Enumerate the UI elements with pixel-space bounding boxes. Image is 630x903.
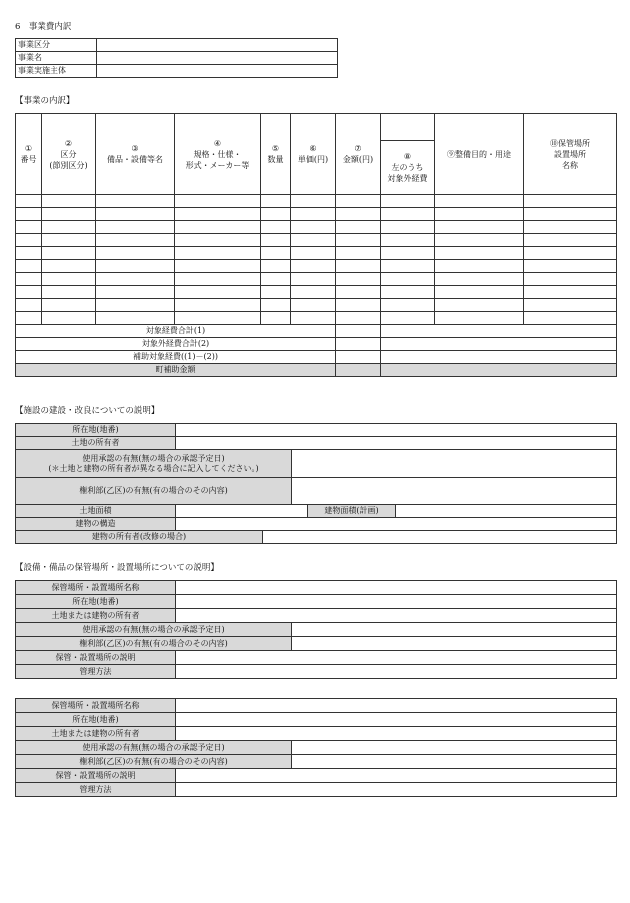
storage2-approval-field[interactable] (292, 741, 617, 755)
business-name-field[interactable] (97, 52, 338, 65)
summary-excluded-total-label: 対象外経費合計(2) (16, 338, 336, 351)
facility-usage-approval-field[interactable] (292, 450, 617, 478)
item-cell[interactable] (261, 195, 291, 208)
header-excluded: ⑧ 左のうち 対象外経費 (381, 141, 435, 195)
item-cell[interactable] (336, 260, 381, 273)
breakdown-title: 【事業の内訳】 (15, 96, 75, 106)
summary-excluded-total-blank (381, 338, 617, 351)
item-cell[interactable] (42, 286, 96, 299)
item-cell[interactable] (381, 286, 435, 299)
storage-table-2 (15, 698, 617, 797)
item-cell[interactable] (16, 234, 42, 247)
storage2-explanation-label: 保管・設置場所の説明 (16, 769, 176, 783)
storage-table-1 (15, 580, 617, 679)
summary-subsidy-target-blank (381, 351, 617, 364)
item-cell[interactable] (16, 260, 42, 273)
facility-land-owner-field[interactable] (176, 437, 617, 450)
storage2-approval-label: 使用承認の有無(無の場合の承認予定日) (16, 741, 292, 755)
item-cell[interactable] (175, 260, 261, 273)
item-cell[interactable] (16, 312, 42, 325)
item-cell[interactable] (96, 195, 175, 208)
item-cell[interactable] (96, 221, 175, 234)
summary-town-subsidy-value[interactable] (336, 364, 381, 377)
summary-subsidy-target-value[interactable] (336, 351, 381, 364)
storage-owner-label: 土地または建物の所有者 (16, 609, 176, 623)
storage-name-field[interactable] (176, 581, 617, 595)
facility-location-field[interactable] (176, 424, 617, 437)
item-cell[interactable] (96, 286, 175, 299)
item-cell[interactable] (96, 208, 175, 221)
item-cell[interactable] (524, 247, 617, 260)
item-cell[interactable] (524, 195, 617, 208)
item-cell[interactable] (291, 260, 336, 273)
storage2-name-field[interactable] (176, 699, 617, 713)
storage-name-label: 保管場所・設置場所名称 (16, 581, 176, 595)
item-cell[interactable] (381, 273, 435, 286)
item-row (16, 260, 617, 273)
item-cell[interactable] (291, 247, 336, 260)
storage-owner-field[interactable] (176, 609, 617, 623)
storage2-rights-field[interactable] (292, 755, 617, 769)
item-cell[interactable] (175, 234, 261, 247)
storage-title: 【設備・備品の保管場所・設置場所についての説明】 (15, 563, 219, 573)
item-cell[interactable] (291, 234, 336, 247)
summary-town-subsidy-blank (381, 364, 617, 377)
storage2-name-label: 保管場所・設置場所名称 (16, 699, 176, 713)
item-cell[interactable] (42, 260, 96, 273)
item-row (16, 208, 617, 221)
item-cell[interactable] (291, 221, 336, 234)
item-cell[interactable] (261, 312, 291, 325)
item-cell[interactable] (261, 299, 291, 312)
item-cell[interactable] (175, 195, 261, 208)
item-cell[interactable] (291, 286, 336, 299)
item-cell[interactable] (16, 221, 42, 234)
item-cell[interactable] (336, 312, 381, 325)
item-cell[interactable] (42, 299, 96, 312)
storage-explanation-field[interactable] (176, 651, 617, 665)
item-cell[interactable] (42, 208, 96, 221)
header-purpose: ⑨整備目的・用途 (435, 114, 524, 195)
item-cell[interactable] (381, 208, 435, 221)
item-cell[interactable] (42, 195, 96, 208)
header-category: ② 区分 (節別区分) (42, 114, 96, 195)
item-row (16, 286, 617, 299)
header-amount: ⑦ 金額(円) (336, 114, 381, 195)
building-structure-label: 建物の構造 (16, 518, 176, 531)
item-cell[interactable] (336, 234, 381, 247)
item-cell[interactable] (381, 234, 435, 247)
item-cell[interactable] (381, 312, 435, 325)
basic-info-table (15, 38, 338, 78)
storage2-owner-label: 土地または建物の所有者 (16, 727, 176, 741)
item-cell[interactable] (16, 286, 42, 299)
item-cell[interactable] (261, 247, 291, 260)
land-area-label: 土地面積 (16, 505, 176, 518)
facility-land-owner-label: 土地の所有者 (16, 437, 176, 450)
item-cell[interactable] (381, 247, 435, 260)
building-area-label: 建物面積(計画) (308, 505, 396, 518)
storage-rights-label: 権利部(乙区)の有無(有の場合のその内容) (16, 637, 292, 651)
facility-rights-field[interactable] (292, 478, 617, 505)
item-row (16, 299, 617, 312)
item-row (16, 247, 617, 260)
item-row (16, 312, 617, 325)
item-cell[interactable] (96, 247, 175, 260)
item-cell[interactable] (261, 221, 291, 234)
implementing-entity-field[interactable] (97, 65, 338, 78)
header-quantity: ⑤ 数量 (261, 114, 291, 195)
summary-town-subsidy-label: 町補助金額 (16, 364, 336, 377)
storage2-rights-label: 権利部(乙区)の有無(有の場合のその内容) (16, 755, 292, 769)
item-cell[interactable] (175, 286, 261, 299)
item-cell[interactable] (435, 195, 524, 208)
item-cell[interactable] (261, 234, 291, 247)
storage2-owner-field[interactable] (176, 727, 617, 741)
item-cell[interactable] (42, 312, 96, 325)
item-cell[interactable] (96, 260, 175, 273)
item-cell[interactable] (435, 299, 524, 312)
item-cell[interactable] (524, 299, 617, 312)
item-cell[interactable] (16, 208, 42, 221)
facility-rights-label: 権利部(乙区)の有無(有の場合のその内容) (16, 478, 292, 505)
header-spec: ④ 規格・仕様・ 形式・メーカー等 (175, 114, 261, 195)
item-row (16, 195, 617, 208)
header-storage-place: ⑩保管場所 設置場所 名称 (524, 114, 617, 195)
item-cell[interactable] (291, 312, 336, 325)
breakdown-table (15, 113, 617, 377)
item-cell[interactable] (381, 260, 435, 273)
item-cell[interactable] (381, 221, 435, 234)
land-area-field[interactable] (176, 505, 308, 518)
header-item-name: ③ 備品・設備等名 (96, 114, 175, 195)
item-cell[interactable] (291, 195, 336, 208)
item-cell[interactable] (336, 273, 381, 286)
item-cell[interactable] (175, 208, 261, 221)
business-category-field[interactable] (97, 39, 338, 52)
item-cell[interactable] (261, 273, 291, 286)
item-cell[interactable] (16, 247, 42, 260)
item-cell[interactable] (96, 299, 175, 312)
item-cell[interactable] (16, 195, 42, 208)
business-name-label: 事業名 (16, 52, 97, 65)
item-cell[interactable] (42, 273, 96, 286)
item-cell[interactable] (96, 312, 175, 325)
storage-location-label: 所在地(地番) (16, 595, 176, 609)
item-cell[interactable] (42, 234, 96, 247)
item-row (16, 234, 617, 247)
item-cell[interactable] (336, 299, 381, 312)
item-cell[interactable] (524, 208, 617, 221)
storage-rights-field[interactable] (292, 637, 617, 651)
item-cell[interactable] (524, 234, 617, 247)
section-heading: 6 事業費内訳 (15, 22, 72, 32)
item-cell[interactable] (175, 273, 261, 286)
item-cell[interactable] (435, 221, 524, 234)
facility-location-label: 所在地(地番) (16, 424, 176, 437)
item-cell[interactable] (261, 286, 291, 299)
item-cell[interactable] (175, 312, 261, 325)
item-cell[interactable] (435, 234, 524, 247)
item-cell[interactable] (435, 260, 524, 273)
storage2-location-field[interactable] (176, 713, 617, 727)
storage-approval-label: 使用承認の有無(無の場合の承認予定日) (16, 623, 292, 637)
item-cell[interactable] (42, 221, 96, 234)
summary-target-total-label: 対象経費合計(1) (16, 325, 336, 338)
header-excluded-top (381, 114, 435, 141)
storage-approval-field[interactable] (292, 623, 617, 637)
item-row (16, 221, 617, 234)
item-cell[interactable] (524, 260, 617, 273)
item-cell[interactable] (96, 234, 175, 247)
item-cell[interactable] (435, 208, 524, 221)
storage-management-label: 管理方法 (16, 665, 176, 679)
storage2-location-label: 所在地(地番) (16, 713, 176, 727)
header-unit-price: ⑥ 単価(円) (291, 114, 336, 195)
item-cell[interactable] (336, 286, 381, 299)
summary-excluded-total-value[interactable] (336, 338, 381, 351)
item-cell[interactable] (175, 221, 261, 234)
item-cell[interactable] (16, 273, 42, 286)
storage2-explanation-field[interactable] (176, 769, 617, 783)
implementing-entity-label: 事業実施主体 (16, 65, 97, 78)
item-cell[interactable] (291, 208, 336, 221)
building-structure-field[interactable] (176, 518, 617, 531)
summary-target-total-blank (381, 325, 617, 338)
item-cell[interactable] (261, 260, 291, 273)
item-cell[interactable] (336, 221, 381, 234)
storage2-management-field[interactable] (176, 783, 617, 797)
item-row (16, 273, 617, 286)
item-cell[interactable] (524, 286, 617, 299)
storage-explanation-label: 保管・設置場所の説明 (16, 651, 176, 665)
storage-location-field[interactable] (176, 595, 617, 609)
summary-target-total-value[interactable] (336, 325, 381, 338)
item-cell[interactable] (381, 299, 435, 312)
item-cell[interactable] (16, 299, 42, 312)
item-cell[interactable] (336, 208, 381, 221)
item-cell[interactable] (381, 195, 435, 208)
item-cell[interactable] (435, 247, 524, 260)
item-cell[interactable] (524, 221, 617, 234)
item-cell[interactable] (175, 247, 261, 260)
item-cell[interactable] (261, 208, 291, 221)
storage-management-field[interactable] (176, 665, 617, 679)
item-cell[interactable] (42, 247, 96, 260)
item-cell[interactable] (291, 299, 336, 312)
building-owner-field[interactable] (263, 531, 617, 544)
item-cell[interactable] (175, 299, 261, 312)
business-category-label: 事業区分 (16, 39, 97, 52)
facility-usage-approval-label: 使用承認の有無(無の場合の承認予定日) (＊土地と建物の所有者が異なる場合に記入してください。) (16, 450, 292, 478)
summary-subsidy-target-label: 補助対象経費((1)－(2)) (16, 351, 336, 364)
building-area-field[interactable] (396, 505, 617, 518)
item-cell[interactable] (336, 195, 381, 208)
header-number: ① 番号 (16, 114, 42, 195)
item-cell[interactable] (96, 273, 175, 286)
item-cell[interactable] (524, 312, 617, 325)
item-cell[interactable] (524, 273, 617, 286)
item-cell[interactable] (435, 286, 524, 299)
item-cell[interactable] (336, 247, 381, 260)
item-cell[interactable] (435, 312, 524, 325)
item-cell[interactable] (291, 273, 336, 286)
facility-table (15, 423, 617, 544)
building-owner-label: 建物の所有者(改修の場合) (16, 531, 263, 544)
item-cell[interactable] (435, 273, 524, 286)
storage2-management-label: 管理方法 (16, 783, 176, 797)
facility-title: 【施設の建設・改良についての説明】 (15, 406, 160, 416)
